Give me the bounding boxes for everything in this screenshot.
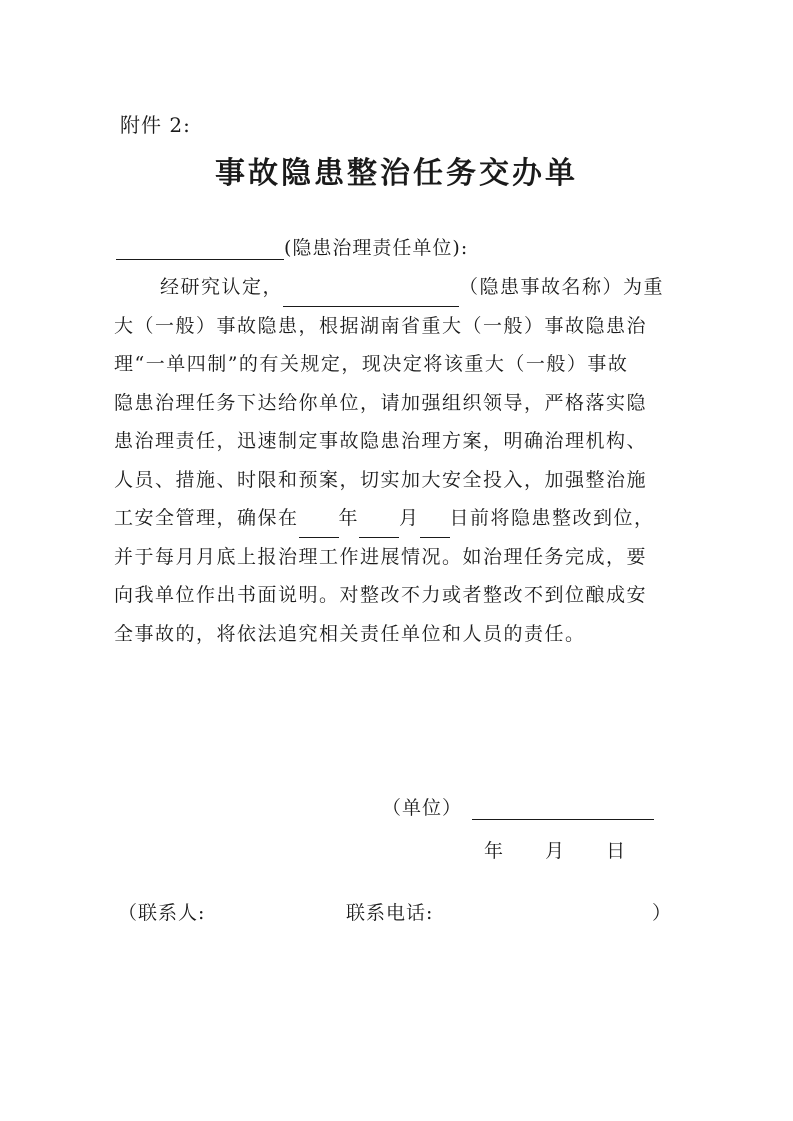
hazard-name-blank xyxy=(283,286,459,307)
body-line: 理“一单四制”的有关规定，现决定将该重大（一般）事故 xyxy=(114,353,629,375)
document-title: 事故隐患整治任务交办单 xyxy=(215,156,578,191)
body-text: 日前将隐患整改到位， xyxy=(449,507,655,529)
contact-person-label: （联系人: xyxy=(118,902,206,924)
date-day: 日 xyxy=(606,840,626,862)
body-line: 并于每月月底上报治理工作进展情况。如治理任务完成，要 xyxy=(114,545,648,568)
body-text: （隐患事故名称）为重 xyxy=(459,276,665,298)
body-line: 患治理责任，迅速制定事故隐患治理方案，明确治理机构、 xyxy=(114,430,648,452)
body-text: 经研究认定， xyxy=(160,276,284,298)
body-line xyxy=(114,268,674,307)
attachment-label: 附件 2: xyxy=(120,113,191,137)
body-line: 隐患治理任务下达给你单位，请加强组织领导，严格落实隐 xyxy=(114,391,648,414)
deadline-year-blank xyxy=(299,517,339,538)
body-line: 全事故的，将依法追究相关责任单位和人员的责任。 xyxy=(114,622,586,645)
responsible-unit-blank xyxy=(116,239,284,260)
addressee-suffix: (隐患治理责任单位): xyxy=(284,237,469,259)
unit-blank xyxy=(472,799,654,820)
contact-phone-label: 联系电话: xyxy=(346,902,434,924)
body-line: 人员、措施、时限和预案，切实加大安全投入，加强整治施 xyxy=(114,468,648,491)
deadline-month-blank xyxy=(359,517,399,538)
unit-label: （单位） xyxy=(382,797,463,819)
deadline-day-blank xyxy=(420,517,450,538)
body-text: 工安全管理，确保在 xyxy=(114,507,299,529)
body-line: 大（一般）事故隐患，根据湖南省重大（一般）事故隐患治 xyxy=(114,314,648,337)
body-paragraph xyxy=(114,268,674,653)
signature-date xyxy=(484,836,661,863)
year-label: 年 xyxy=(338,507,360,529)
month-label: 月 xyxy=(399,507,420,529)
body-line xyxy=(114,499,674,538)
signature-unit xyxy=(382,793,654,820)
addressee-line xyxy=(116,233,468,260)
date-year: 年 xyxy=(484,840,504,862)
closing-parenthesis: ） xyxy=(652,902,673,924)
date-month: 月 xyxy=(545,840,565,862)
body-line: 向我单位作出书面说明。对整改不力或者整改不到位酿成安 xyxy=(114,584,648,606)
